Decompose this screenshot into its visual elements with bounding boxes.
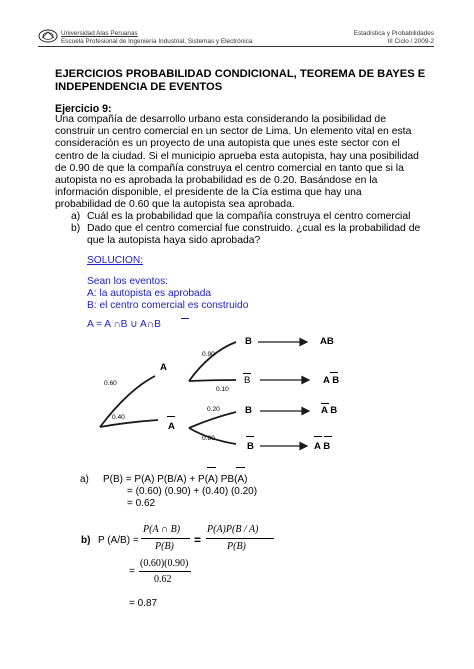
question-b-marker: b) [71,223,81,234]
part-a-result: = 0.62 [127,498,156,509]
question-b-text: Dado que el centro comercial fue construido. ¿cual es la probabilidad de [87,223,421,234]
fraction-1-numerator: P(A ∩ B) [143,524,181,535]
exercise-heading: Ejercicio 9: [55,103,112,115]
tree-result-abarbbar: A B [314,441,331,452]
event-b-definition: B: el centro comercial es construido [87,300,249,311]
arrow-head [302,408,309,415]
tree-branch [189,380,236,381]
tree-branch [189,412,236,428]
tree-node-abar: A [168,421,175,432]
part-a-substitution: = (0.60) (0.90) + (0.40) (0.20) [127,486,258,497]
tree-prob-bbar-given-a: 0.10 [216,386,229,393]
tree-result-abbar: A B [323,375,340,386]
paragraph-line: información disponible, el presidente de la Cía estima que hay una [55,187,362,199]
part-a-formula: P(B) = P(A) P(B/A) + P(A) PB(A) [103,474,248,485]
equals-sign: = [129,566,135,577]
header-university: Universidad Alas Peruanas [61,30,138,37]
complement-bar [324,436,332,437]
fraction-2-denominator: P(B) [227,541,246,552]
paragraph-line: Una compañía de desarrollo urbano esta considerando la posibilidad de [55,114,386,125]
arrow-head [300,339,307,346]
complement-bar [246,436,254,437]
fraction-1-denominator: P(B) [155,541,174,552]
complement-bar [330,372,338,373]
equals-sign: = [194,533,202,547]
header-school: Escuela Profesional de Ingeniería Industrial, Sistemas y Electrónica [61,38,253,45]
complement-bar [314,436,322,437]
part-b-lhs: P (A/B) = [98,535,139,546]
paragraph-line: consideración es un proyecto de una autopista que unes este sector con el [55,138,400,150]
paragraph-line: de 0.90 de que la compañía construya el centro comercial en tanto que si la [55,162,404,174]
complement-bar [243,373,251,374]
complement-bar [236,467,245,468]
tree-branch [189,342,236,381]
complement-bar [321,403,329,404]
tree-prob-abar: 0.40 [112,414,125,421]
header-cycle: III Ciclo / 2009-2 [387,38,434,45]
complement-bar [167,416,175,417]
paragraph-line: construir un centro comercial en un sector de Lima. Un elemento vital en esta [55,126,412,138]
tree-prob-b-given-a: 0.90 [202,351,215,358]
header-course: Estadística y Probabilidades [353,30,434,37]
part-b-marker: b) [81,535,91,546]
tree-node-b: B [245,336,252,347]
fraction-3-bar [139,571,191,572]
document-title-line1: EJERCICIOS PROBABILIDAD CONDICIONAL, TEOREMA DE BAYES E [55,68,426,80]
tree-prob-b-given-abar: 0.20 [207,406,220,413]
solution-intro: Sean los eventos: [87,276,168,287]
question-a-text: Cuál es la probabilidad que la compañía construya el centro comercial [87,211,411,222]
tree-prob-bbar-given-abar: 0.80 [202,435,215,442]
paragraph-line: probabilidad de 0.60 que la autopista sea aprobada. [55,199,295,211]
arrow-head [300,443,307,450]
tree-result-abarb: A B [321,405,338,416]
fraction-1-bar [141,538,190,539]
fraction-2-bar [206,538,274,539]
fraction-3-denominator: 0.62 [154,574,172,585]
complement-bar [207,467,216,468]
tree-node-bbar: B [247,441,254,452]
part-b-result: = 0.87 [129,598,158,609]
tree-node-bbar: B [244,375,251,386]
fraction-3-numerator: (0.60)(0.90) [140,558,189,569]
arrow-head [302,377,309,384]
event-partition: A = A ∩B ∪ A∩B [87,319,161,330]
tree-result-ab: AB [320,336,334,347]
event-a-definition: A: la autopista es aprobada [87,288,212,299]
tree-prob-a: 0.60 [104,380,117,387]
question-b-text: que la autopista haya sido aprobada? [87,235,261,246]
paragraph-line: autopista no es aprobada la probabilidad es de 0.20. Basándose en la [55,175,378,187]
part-a-marker: a) [80,474,89,485]
question-a-marker: a) [71,211,81,222]
tree-node-b: B [245,405,252,416]
tree-branch [100,420,158,427]
document-title-line2: INDEPENDENCIA DE EVENTOS [55,81,223,93]
paragraph-line: centro de la ciudad. Si el municipio aprueba esta autopista, hay una posibilidad [55,150,419,162]
tree-node-a: A [160,362,167,373]
solution-heading: SOLUCION: [87,255,144,266]
fraction-2-numerator: P(A)P(B / A) [207,524,259,535]
